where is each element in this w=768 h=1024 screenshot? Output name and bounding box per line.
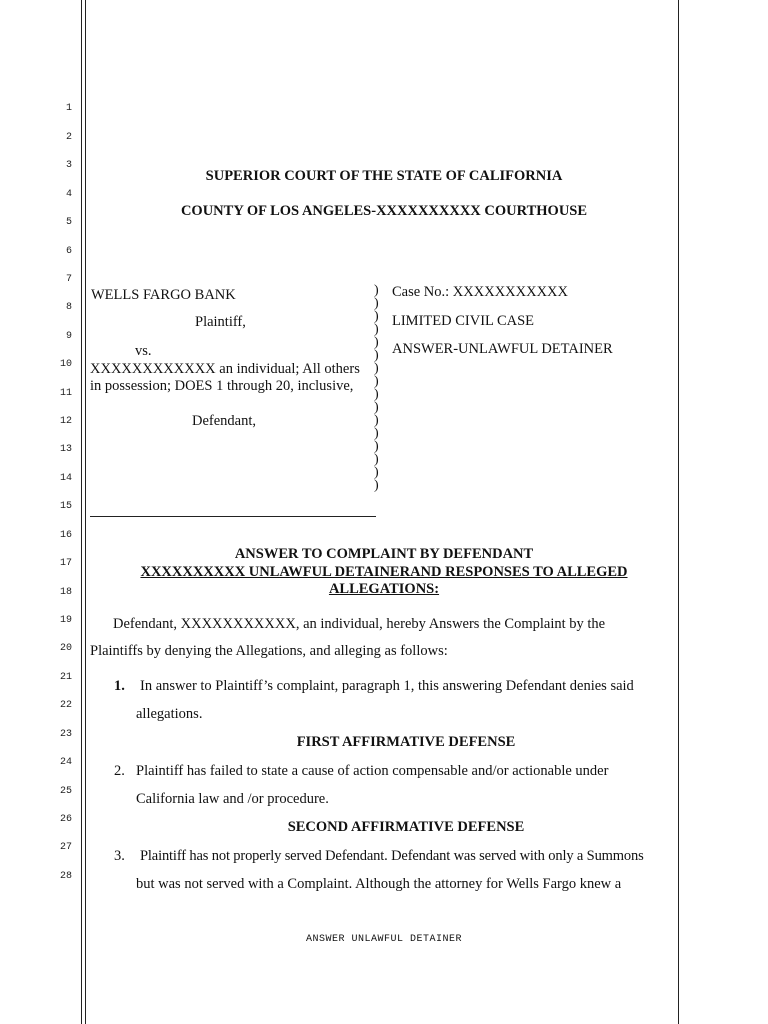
line-number: 9 [65, 331, 72, 342]
item-3-number: 3. [114, 848, 125, 864]
case-number: Case No.: XXXXXXXXXXX [392, 284, 568, 300]
first-affirmative-defense-heading: FIRST AFFIRMATIVE DEFENSE [296, 734, 516, 750]
intro-line-2: Plaintiffs by denying the Allegations, and alleging as follows: [90, 643, 448, 659]
line-number: 13 [59, 444, 72, 455]
caption-parentheses: ) ) ) ) ) ) ) ) ) ) ) ) ) ) ) ) [374, 283, 379, 493]
line-number: 28 [59, 871, 72, 882]
court-county: COUNTY OF LOS ANGELES-XXXXXXXXXX COURTHOUSE [180, 203, 588, 219]
line-number: 5 [65, 217, 72, 228]
left-margin-rule-inner [85, 0, 86, 1024]
line-number: 16 [59, 530, 72, 541]
line-number: 14 [59, 473, 72, 484]
item-1-line-2: allegations. [136, 706, 203, 722]
defendant-role: Defendant, [192, 413, 257, 429]
case-type: LIMITED CIVIL CASE [392, 313, 535, 329]
line-number: 2 [65, 132, 72, 143]
right-margin-rule [678, 0, 679, 1024]
left-margin-rule-outer [81, 0, 82, 1024]
line-number: 21 [59, 672, 72, 683]
second-affirmative-defense-heading: SECOND AFFIRMATIVE DEFENSE [287, 819, 525, 835]
item-2-number: 2. [114, 763, 125, 779]
document-type: ANSWER-UNLAWFUL DETAINER [392, 341, 613, 357]
court-title: SUPERIOR COURT OF THE STATE OF CALIFORNIA [205, 168, 563, 184]
line-number: 24 [59, 757, 72, 768]
line-number: 25 [59, 786, 72, 797]
versus-label: vs. [135, 343, 152, 359]
caption-underline [90, 516, 376, 517]
line-number: 17 [59, 558, 72, 569]
line-number: 4 [65, 189, 72, 200]
line-number: 19 [59, 615, 72, 626]
item-2-line-2: California law and /or procedure. [136, 791, 329, 807]
line-number: 22 [59, 700, 72, 711]
line-number: 11 [59, 388, 72, 399]
item-3-line-1: Plaintiff has not properly served Defendant. Defendant was served with only a Summons [140, 848, 644, 864]
line-number: 7 [65, 274, 72, 285]
defendant-line-2: in possession; DOES 1 through 20, inclusive, [90, 378, 354, 394]
line-number: 15 [59, 501, 72, 512]
plaintiff-name: WELLS FARGO BANK [91, 287, 236, 303]
doc-heading-line-3: ALLEGATIONS: [328, 581, 440, 597]
doc-heading-line-1: ANSWER TO COMPLAINT BY DEFENDANT [234, 546, 534, 562]
intro-line-1: Defendant, XXXXXXXXXXX, an individual, hereby Answers the Complaint by the [113, 616, 606, 632]
defendant-line-1: XXXXXXXXXXXX an individual; All others [90, 361, 360, 377]
line-number: 8 [65, 302, 72, 313]
line-number: 18 [59, 587, 72, 598]
line-number: 3 [65, 160, 72, 171]
line-number: 12 [59, 416, 72, 427]
line-number: 23 [59, 729, 72, 740]
item-1-line-1: In answer to Plaintiff’s complaint, paragraph 1, this answering Defendant denies said [140, 678, 634, 694]
plaintiff-role: Plaintiff, [195, 314, 246, 330]
doc-heading-line-2: XXXXXXXXXX UNLAWFUL DETAINERAND RESPONSES TO ALLEGED [140, 564, 628, 580]
page-footer: ANSWER UNLAWFUL DETAINER [305, 934, 463, 945]
line-number: 27 [59, 842, 72, 853]
item-1-number: 1. [114, 678, 125, 694]
line-number: 6 [65, 246, 72, 257]
line-number: 20 [59, 643, 72, 654]
item-2-line-1: Plaintiff has failed to state a cause of action compensable and/or actionable under [136, 763, 609, 779]
line-number: 10 [59, 359, 72, 370]
item-3-line-2: but was not served with a Complaint. Although the attorney for Wells Fargo knew a [136, 876, 622, 892]
line-number: 26 [59, 814, 72, 825]
line-number: 1 [65, 103, 72, 114]
